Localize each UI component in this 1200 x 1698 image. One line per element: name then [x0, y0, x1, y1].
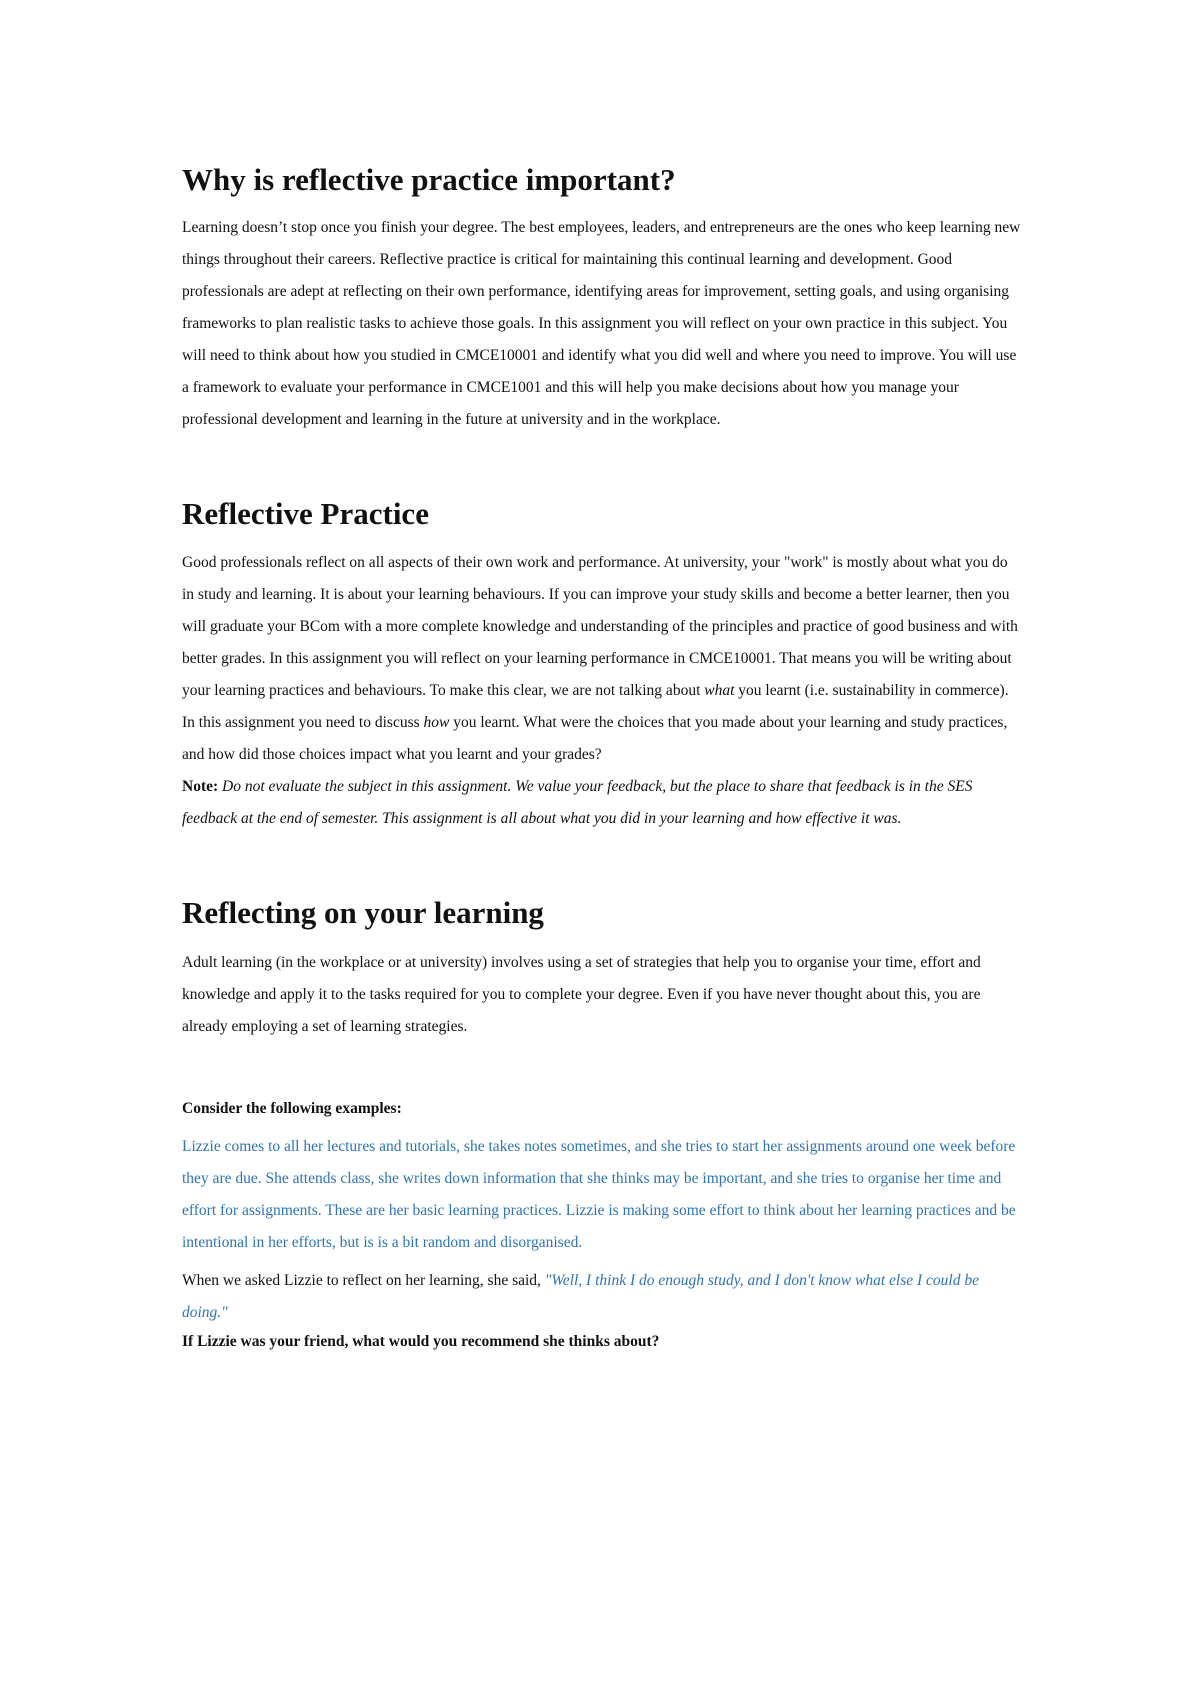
reflective-body-part3: you learnt. What were the choices that you made about your learning and study practices, and how did those choices impact what you learnt and your grades?: [182, 713, 1008, 763]
heading-why-reflective-practice: Why is reflective practice important?: [182, 162, 676, 197]
paragraph-learning-body: Adult learning (in the workplace or at university) involves using a set of strategies that help you to organise your time, effort and knowledge and apply it to the tasks required for you to complete your degree. Even if you have never thought about this, you are already employing a set of learning strategies.: [182, 953, 981, 1035]
reflective-body-part2: you learnt (i.e. sustainability in commerce). In this assignment you need to discuss: [182, 681, 1009, 731]
paragraph-why-body: Learning doesn’t stop once you finish your degree. The best employees, leaders, and entrepreneurs are the ones who keep learning new things throughout their careers. Reflective practice is critical for maintaining this continual learning and development. Good professionals are adept at reflecting on their own performance, identifying areas for improvement, setting goals, and using organising frameworks to plan realistic tasks to achieve those goals. In this assignment you will reflect on your own practice in this subject. You will need to think about how you studied in CMCE10001 and identify what you did well and where you need to improve. You will use a framework to evaluate your performance in CMCE1001 and this will help you make decisions about how you manage your professional development and learning in the future at university and in the workplace.: [182, 219, 1021, 429]
lizzie-reflection: [182, 1265, 1022, 1329]
note-text: Do not evaluate the subject in this assignment. We value your feedback, but the place to share that feedback is in the SES feedback at the end of semester. This assignment is all about what you did in your learning and how effective it was.: [182, 777, 973, 827]
lizzie-intro: When we asked Lizzie to reflect on her learning, she said,: [182, 1271, 545, 1289]
heading-reflective-practice: Reflective Practice: [182, 496, 429, 532]
recommendation-question: If Lizzie was your friend, what would you recommend she thinks about?: [182, 1332, 660, 1350]
reflective-body-part1: Good professionals reflect on all aspects of their own work and performance. At university, your "work" is mostly about what you do in study and learning. It is about your learning behaviours. If you can improve your study skills and become a better learner, then you will graduate your BCom with a more complete knowledge and understanding of the principles and practice of good business and with better grades. In this assignment you will reflect on your learning performance in CMCE10001. That means you will be writing about your learning practices and behaviours. To make this clear, we are not talking about: [182, 553, 1018, 699]
example-lizzie: Lizzie comes to all her lectures and tutorials, she takes notes sometimes, and she tries to start her assignments around one week before they are due. She attends class, she writes down information that she thinks may be important, and she tries to organise her time and effort for assignments. These are her basic learning practices. Lizzie is making some effort to think about her learning practices and be intentional in her efforts, but is is a bit random and disorganised.: [182, 1137, 1016, 1251]
lizzie-quote: "Well, I think I do enough study, and I don't know what else I could be doing.": [182, 1271, 979, 1321]
heading-reflecting-on-learning: Reflecting on your learning: [182, 894, 544, 930]
note-paragraph: [182, 771, 1022, 835]
reflective-body-what: what: [704, 681, 735, 699]
section-reflective-practice: [182, 494, 1022, 834]
document-page: [182, 160, 1022, 1355]
note-label: Note:: [182, 777, 219, 795]
examples-label: Consider the following examples:: [182, 1099, 402, 1117]
section-reflecting-on-learning: [182, 893, 1022, 1355]
reflective-body-how: how: [423, 713, 450, 731]
section-why-reflective-practice: [182, 160, 1022, 436]
paragraph-reflective-body: [182, 547, 1022, 771]
